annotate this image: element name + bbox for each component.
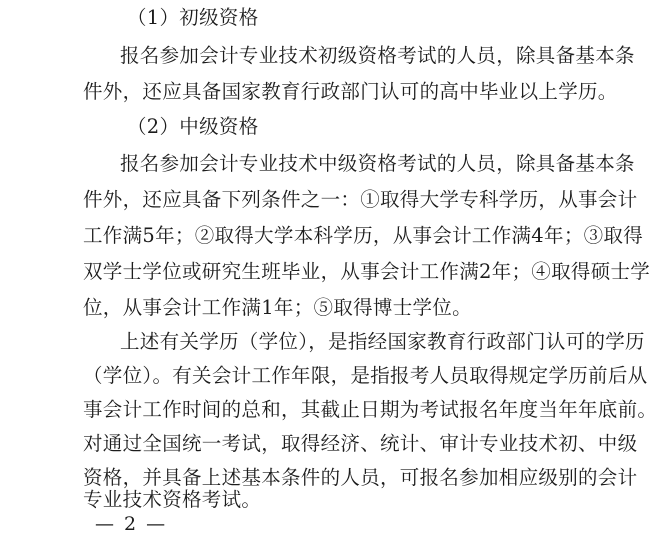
section-heading-intermediate: （2）中级资格 (127, 115, 259, 138)
paragraph-line: 件外，还应具备下列条件之一：①取得大学专科学历，从事会计 (83, 188, 638, 211)
paragraph-line: 资格，并具备上述基本条件的人员，可报名参加相应级别的会计 (83, 466, 638, 489)
paragraph-line: 工作满5年；②取得大学本科学历，从事会计工作满4年；③取得 (83, 224, 644, 247)
paragraph-line: 事会计工作时间的总和，其截止日期为考试报名年度当年年底前。 (83, 398, 658, 421)
paragraph-line: 上述有关学历（学位），是指经国家教育行政部门认可的学历 (120, 330, 645, 353)
paragraph-line: 件外，还应具备国家教育行政部门认可的高中毕业以上学历。 (83, 80, 618, 103)
paragraph-line: 专业技术资格考试。 (83, 488, 262, 511)
page-number: — 2 — (95, 513, 168, 535)
paragraph-line: 位，从事会计工作满1年；⑤取得博士学位。 (83, 296, 472, 319)
paragraph-line: 对通过全国统一考试，取得经济、统计、审计专业技术初、中级 (83, 432, 638, 455)
paragraph-line: 报名参加会计专业技术初级资格考试的人员，除具备基本条 (120, 44, 635, 67)
paragraph-line: （学位）。有关会计工作年限，是指报考人员取得规定学历前后从 (83, 364, 648, 387)
paragraph-line: 双学士学位或研究生班毕业，从事会计工作满2年；④取得硕士学 (83, 260, 651, 283)
paragraph-line: 报名参加会计专业技术中级资格考试的人员，除具备基本条 (120, 152, 635, 175)
section-heading-junior: （1）初级资格 (127, 6, 259, 29)
